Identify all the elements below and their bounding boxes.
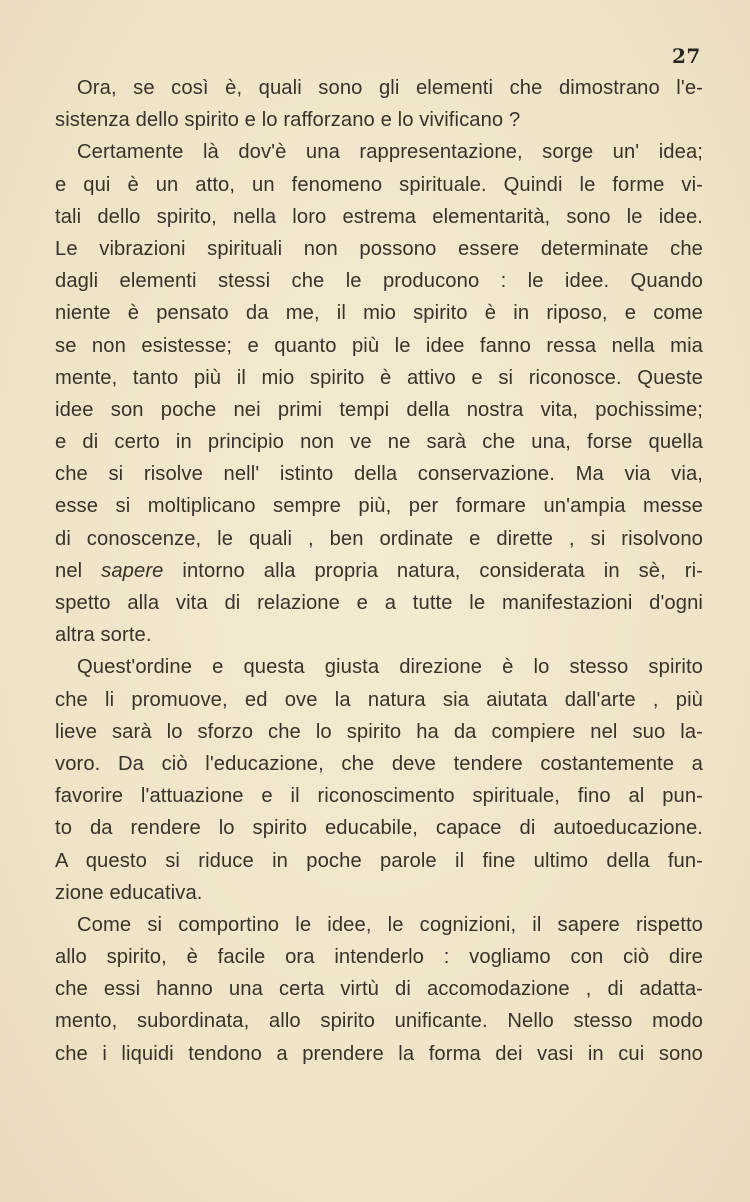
text-line: sistenza dello spirito e lo rafforzano e lo vivificano ? xyxy=(55,109,521,132)
text-line: dagli elementi stessi che le producono : le idee. Quando xyxy=(55,270,703,293)
text-line: mento, subordinata, allo spirito unificante. Nello stesso modo xyxy=(55,1010,703,1033)
text-line: di conoscenze, le quali , ben ordinate e dirette , si risolvono xyxy=(55,527,703,550)
body-text xyxy=(55,72,703,1070)
text-line: che i liquidi tendono a prendere la forma dei vasi in cui sono xyxy=(55,1042,703,1065)
text-line: tali dello spirito, nella loro estrema elementarità, sono le idee. xyxy=(55,205,703,228)
text-line: favorire l'attuazione e il riconoscimento spirituale, fino al pun- xyxy=(55,785,703,808)
text-line: spetto alla vita di relazione e a tutte le manifestazioni d'ogni xyxy=(55,592,703,614)
text-line: Certamente là dov'è una rappresentazione, sorge un' idea; xyxy=(77,141,703,164)
emphasized-word: sapere xyxy=(101,559,164,582)
text-line: che essi hanno una certa virtù di accomodazione , di adatta- xyxy=(55,978,703,1001)
text-line: allo spirito, è facile ora intenderlo : vogliamo con ciò dire xyxy=(55,946,703,969)
text-line: Come si comportino le idee, le cognizioni, il sapere rispetto xyxy=(77,913,703,936)
text-line: Ora, se così è, quali sono gli elementi che dimostrano l'e- xyxy=(77,77,703,99)
text-line: Quest'ordine e questa giusta direzione è lo stesso spirito xyxy=(77,656,703,679)
text-line: to da rendere lo spirito educabile, capace di autoeducazione. xyxy=(55,817,703,840)
text-line: che li promuove, ed ove la natura sia aiutata dall'arte , più xyxy=(55,688,703,711)
text-line: zione educativa. xyxy=(55,881,203,904)
text-line: idee son poche nei primi tempi della nostra vita, pochissime; xyxy=(55,398,703,421)
text-line: lieve sarà lo sforzo che lo spirito ha da compiere nel suo la- xyxy=(55,720,703,743)
text-line: Le vibrazioni spirituali non possono essere determinate che xyxy=(55,237,703,260)
text-line: nel sapere intorno alla propria natura, considerata in sè, ri- xyxy=(55,559,703,582)
page-number: 27 xyxy=(672,44,701,68)
text-line: A questo si riduce in poche parole il fine ultimo della fun- xyxy=(55,849,703,872)
text-line: se non esistesse; e quanto più le idee fanno ressa nella mia xyxy=(55,334,703,357)
text-line: altra sorte. xyxy=(55,624,152,647)
text-line: e qui è un atto, un fenomeno spirituale. Quindi le forme vi- xyxy=(55,173,703,196)
text-line: che si risolve nell' istinto della conservazione. Ma via via, xyxy=(55,463,703,486)
text-line: niente è pensato da me, il mio spirito è in riposo, e come xyxy=(55,302,703,325)
text-line: mente, tanto più il mio spirito è attivo e si riconosce. Queste xyxy=(55,366,703,389)
text-line: voro. Da ciò l'educazione, che deve tendere costantemente a xyxy=(55,752,703,775)
text-line: esse si moltiplicano sempre più, per formare un'ampia messe xyxy=(55,495,703,518)
text-line: e di certo in principio non ve ne sarà che una, forse quella xyxy=(55,431,703,454)
